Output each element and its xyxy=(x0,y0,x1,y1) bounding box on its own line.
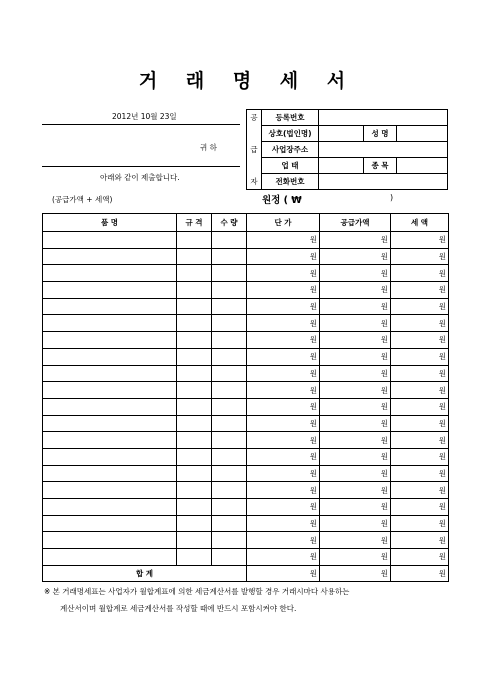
supply-amount-cell[interactable]: 원 xyxy=(320,248,391,265)
spec-cell[interactable] xyxy=(177,282,212,299)
business-type-label: 업 태 xyxy=(262,158,319,174)
quantity-cell[interactable] xyxy=(212,432,247,449)
item-name-cell[interactable] xyxy=(43,482,177,499)
table-row xyxy=(43,248,449,265)
quantity-cell[interactable] xyxy=(212,265,247,282)
unit-price-cell[interactable]: 원 xyxy=(247,448,320,465)
spec-cell[interactable] xyxy=(177,432,212,449)
quantity-cell[interactable] xyxy=(212,282,247,299)
recipient-suffix: 귀 하 xyxy=(200,143,217,152)
quantity-cell[interactable] xyxy=(212,348,247,365)
unit-price-cell[interactable]: 원 xyxy=(247,432,320,449)
supply-amount-cell[interactable]: 원 xyxy=(320,348,391,365)
quantity-cell[interactable] xyxy=(212,465,247,482)
tax-cell[interactable]: 원 xyxy=(391,515,449,532)
supply-amount-cell[interactable]: 원 xyxy=(320,382,391,399)
total-unit-price-cell[interactable]: 원 xyxy=(247,565,320,582)
item-name-cell[interactable] xyxy=(43,248,177,265)
table-row xyxy=(43,365,449,382)
quantity-cell[interactable] xyxy=(212,532,247,549)
table-row xyxy=(43,549,449,566)
spec-cell[interactable] xyxy=(177,415,212,432)
total-supply-amount-cell[interactable]: 원 xyxy=(320,565,391,582)
category-value[interactable] xyxy=(397,158,448,174)
supply-note: (공급가액 + 세액) xyxy=(52,195,113,204)
item-name-cell[interactable] xyxy=(43,332,177,349)
quantity-cell[interactable] xyxy=(212,365,247,382)
item-name-cell[interactable] xyxy=(43,465,177,482)
tax-cell[interactable]: 원 xyxy=(391,348,449,365)
item-name-cell[interactable] xyxy=(43,432,177,449)
quantity-cell[interactable] xyxy=(212,482,247,499)
total-tax-cell[interactable]: 원 xyxy=(391,565,449,582)
tax-cell[interactable]: 원 xyxy=(391,298,449,315)
header-supply-amount: 공급가액 xyxy=(320,214,391,232)
quantity-cell[interactable] xyxy=(212,332,247,349)
supply-amount-cell[interactable]: 원 xyxy=(320,232,391,249)
spec-cell[interactable] xyxy=(177,482,212,499)
tax-cell[interactable]: 원 xyxy=(391,499,449,516)
reg-no-value[interactable] xyxy=(319,110,448,126)
spec-cell[interactable] xyxy=(177,315,212,332)
table-row xyxy=(43,465,449,482)
amount-label: 원정 ( ₩ xyxy=(262,195,302,206)
unit-price-cell[interactable]: 원 xyxy=(247,248,320,265)
spec-cell[interactable] xyxy=(177,348,212,365)
spec-cell[interactable] xyxy=(177,448,212,465)
table-row xyxy=(43,382,449,399)
table-row xyxy=(43,298,449,315)
amount-close: ) xyxy=(390,193,394,202)
tax-cell[interactable]: 원 xyxy=(391,532,449,549)
spec-cell[interactable] xyxy=(177,265,212,282)
tax-cell[interactable]: 원 xyxy=(391,232,449,249)
tax-cell[interactable]: 원 xyxy=(391,549,449,566)
company-label: 상호(법인명) xyxy=(262,126,319,142)
supplier-side-label xyxy=(247,158,262,174)
unit-price-cell[interactable]: 원 xyxy=(247,332,320,349)
unit-price-cell[interactable]: 원 xyxy=(247,348,320,365)
name-value[interactable] xyxy=(397,126,448,142)
unit-price-cell[interactable]: 원 xyxy=(247,365,320,382)
tax-cell[interactable]: 원 xyxy=(391,465,449,482)
items-table xyxy=(42,213,449,582)
issue-date: 2012년 10월 23일 xyxy=(112,112,177,121)
spec-cell[interactable] xyxy=(177,248,212,265)
supply-amount-cell[interactable]: 원 xyxy=(320,482,391,499)
address-value[interactable] xyxy=(319,142,448,158)
quantity-cell[interactable] xyxy=(212,298,247,315)
supply-amount-cell[interactable]: 원 xyxy=(320,398,391,415)
supply-amount-cell[interactable]: 원 xyxy=(320,515,391,532)
table-row xyxy=(43,482,449,499)
tax-cell[interactable]: 원 xyxy=(391,398,449,415)
quantity-cell[interactable] xyxy=(212,549,247,566)
item-name-cell[interactable] xyxy=(43,398,177,415)
table-row xyxy=(43,432,449,449)
quantity-cell[interactable] xyxy=(212,232,247,249)
quantity-cell[interactable] xyxy=(212,499,247,516)
unit-price-cell[interactable]: 원 xyxy=(247,232,320,249)
supply-amount-cell[interactable]: 원 xyxy=(320,499,391,516)
item-name-cell[interactable] xyxy=(43,515,177,532)
tax-cell[interactable]: 원 xyxy=(391,315,449,332)
header-item-name: 품 명 xyxy=(43,214,177,232)
spec-cell[interactable] xyxy=(177,365,212,382)
footer-note-2: 계산서이며 월합계로 세금계산서를 작성할 때에 반드시 포함시켜야 한다. xyxy=(60,604,297,613)
table-row xyxy=(43,265,449,282)
supply-amount-cell[interactable]: 원 xyxy=(320,549,391,566)
item-name-cell[interactable] xyxy=(43,232,177,249)
unit-price-cell[interactable]: 원 xyxy=(247,382,320,399)
quantity-cell[interactable] xyxy=(212,382,247,399)
spec-cell[interactable] xyxy=(177,232,212,249)
quantity-cell[interactable] xyxy=(212,448,247,465)
header-unit-price: 단 가 xyxy=(247,214,320,232)
spec-cell[interactable] xyxy=(177,332,212,349)
supplier-side-label: 공 xyxy=(247,110,262,126)
unit-price-cell[interactable]: 원 xyxy=(247,315,320,332)
unit-price-cell[interactable]: 원 xyxy=(247,499,320,516)
quantity-cell[interactable] xyxy=(212,415,247,432)
unit-price-cell[interactable]: 원 xyxy=(247,549,320,566)
item-name-cell[interactable] xyxy=(43,298,177,315)
company-value[interactable] xyxy=(319,126,364,142)
supply-amount-cell[interactable]: 원 xyxy=(320,448,391,465)
header-spec: 규 격 xyxy=(177,214,212,232)
header-tax: 세 액 xyxy=(391,214,449,232)
item-name-cell[interactable] xyxy=(43,265,177,282)
unit-price-cell[interactable]: 원 xyxy=(247,515,320,532)
item-name-cell[interactable] xyxy=(43,448,177,465)
unit-price-cell[interactable]: 원 xyxy=(247,465,320,482)
item-name-cell[interactable] xyxy=(43,415,177,432)
supply-amount-cell[interactable]: 원 xyxy=(320,332,391,349)
phone-label: 전화번호 xyxy=(262,174,319,190)
quantity-cell[interactable] xyxy=(212,248,247,265)
item-name-cell[interactable] xyxy=(43,499,177,516)
unit-price-cell[interactable]: 원 xyxy=(247,282,320,299)
supply-amount-cell[interactable]: 원 xyxy=(320,282,391,299)
table-row xyxy=(43,515,449,532)
tax-cell[interactable]: 원 xyxy=(391,282,449,299)
spec-cell[interactable] xyxy=(177,398,212,415)
tax-cell[interactable]: 원 xyxy=(391,448,449,465)
table-row xyxy=(43,332,449,349)
quantity-cell[interactable] xyxy=(212,315,247,332)
supply-amount-cell[interactable]: 원 xyxy=(320,432,391,449)
tax-cell[interactable]: 원 xyxy=(391,265,449,282)
unit-price-cell[interactable]: 원 xyxy=(247,298,320,315)
tax-cell[interactable]: 원 xyxy=(391,482,449,499)
category-label: 종 목 xyxy=(364,158,397,174)
tax-cell[interactable]: 원 xyxy=(391,432,449,449)
supplier-side-label xyxy=(247,126,262,142)
footer-note-1: ※ 본 거래명세표는 사업자가 월합계표에 의한 세금계산서를 발행할 경우 거래시마다 사용하는 xyxy=(44,587,350,596)
item-name-cell[interactable] xyxy=(43,365,177,382)
recipient-bottom-line xyxy=(42,166,240,167)
supplier-side-label: 급 xyxy=(247,142,262,158)
spec-cell[interactable] xyxy=(177,298,212,315)
supplier-info-table xyxy=(246,109,448,190)
tax-cell[interactable]: 원 xyxy=(391,365,449,382)
table-row xyxy=(43,415,449,432)
table-row xyxy=(43,315,449,332)
spec-cell[interactable] xyxy=(177,465,212,482)
supply-amount-cell[interactable]: 원 xyxy=(320,298,391,315)
tax-cell[interactable]: 원 xyxy=(391,382,449,399)
table-row xyxy=(43,282,449,299)
supply-amount-cell[interactable]: 원 xyxy=(320,365,391,382)
spec-cell[interactable] xyxy=(177,515,212,532)
tax-cell[interactable]: 원 xyxy=(391,332,449,349)
table-row xyxy=(43,398,449,415)
recipient-top-line xyxy=(42,124,240,125)
header-quantity: 수 량 xyxy=(212,214,247,232)
table-row xyxy=(43,499,449,516)
item-name-cell[interactable] xyxy=(43,382,177,399)
document-title: 거 래 명 세 서 xyxy=(138,70,357,92)
quantity-cell[interactable] xyxy=(212,515,247,532)
reg-no-label: 등록번호 xyxy=(262,110,319,126)
supply-amount-cell[interactable]: 원 xyxy=(320,415,391,432)
submit-text: 아래와 같이 제출합니다. xyxy=(100,173,180,182)
supply-amount-cell[interactable]: 원 xyxy=(320,532,391,549)
unit-price-cell[interactable]: 원 xyxy=(247,415,320,432)
item-name-cell[interactable] xyxy=(43,282,177,299)
table-row xyxy=(43,532,449,549)
supply-amount-cell[interactable]: 원 xyxy=(320,315,391,332)
supply-amount-cell[interactable]: 원 xyxy=(320,265,391,282)
quantity-cell[interactable] xyxy=(212,398,247,415)
business-type-value[interactable] xyxy=(319,158,364,174)
items-header-row xyxy=(43,214,449,232)
spec-cell[interactable] xyxy=(177,532,212,549)
supply-amount-cell[interactable]: 원 xyxy=(320,465,391,482)
spec-cell[interactable] xyxy=(177,499,212,516)
name-label: 성 명 xyxy=(364,126,397,142)
unit-price-cell[interactable]: 원 xyxy=(247,398,320,415)
unit-price-cell[interactable]: 원 xyxy=(247,482,320,499)
address-label: 사업장주소 xyxy=(262,142,319,158)
item-name-cell[interactable] xyxy=(43,549,177,566)
tax-cell[interactable]: 원 xyxy=(391,415,449,432)
table-row xyxy=(43,448,449,465)
unit-price-cell[interactable]: 원 xyxy=(247,265,320,282)
spec-cell[interactable] xyxy=(177,549,212,566)
tax-cell[interactable]: 원 xyxy=(391,248,449,265)
table-row xyxy=(43,232,449,249)
item-name-cell[interactable] xyxy=(43,532,177,549)
total-label: 합 계 xyxy=(43,565,247,582)
unit-price-cell[interactable]: 원 xyxy=(247,532,320,549)
phone-value[interactable] xyxy=(319,174,448,190)
table-row xyxy=(43,348,449,365)
total-row xyxy=(43,565,449,582)
supplier-side-label: 자 xyxy=(247,174,262,190)
item-name-cell[interactable] xyxy=(43,315,177,332)
spec-cell[interactable] xyxy=(177,382,212,399)
item-name-cell[interactable] xyxy=(43,348,177,365)
